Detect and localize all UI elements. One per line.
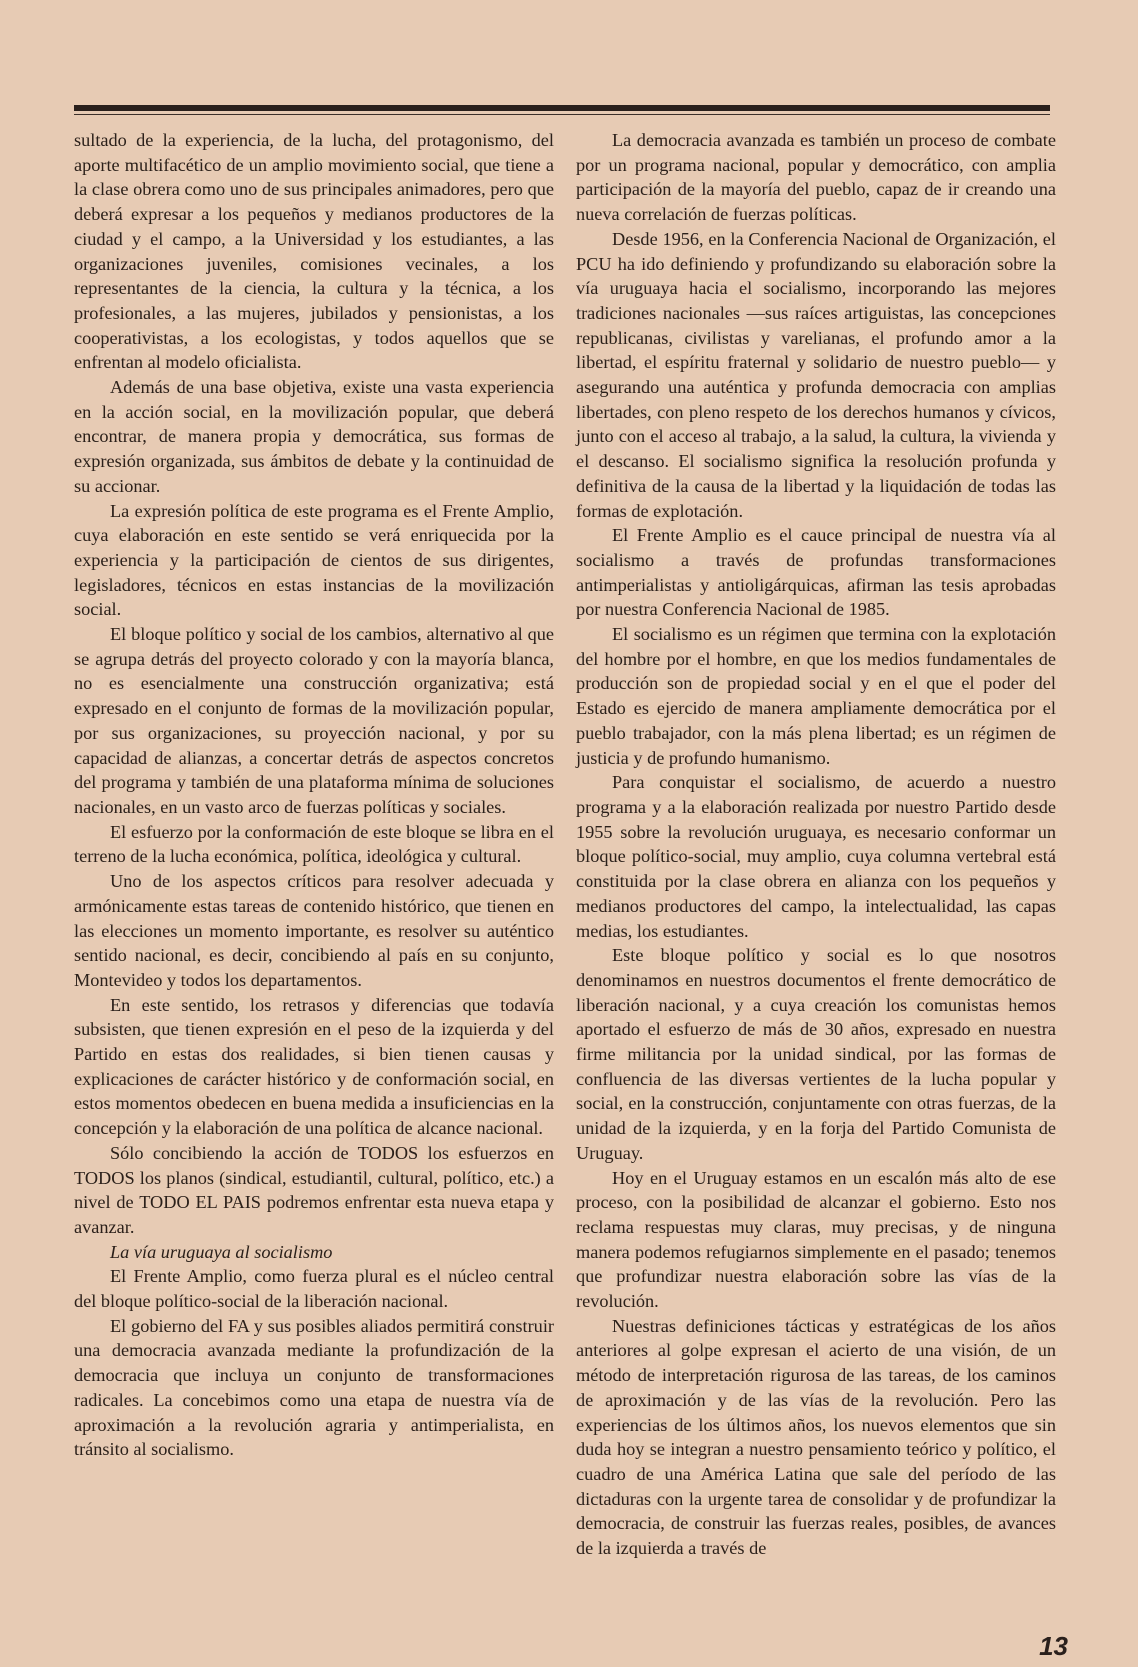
paragraph: Este bloque político y social es lo que nosotros denominamos en nuestros documentos el frente democrático de liberación nacional, y a cuya creación los comunistas hemos aportado el esfuerzo de más de 30 años, expresado en nuestra firme militancia por la unidad sindical, por las formas de confluencia de las diversas vertientes de la lucha popular y social, en la construcción, conjuntamente con otras fuerzas, de la unidad de la izquierda, y en la forja del Partido Comunista de Uruguay. bbox=[576, 945, 1056, 1163]
paragraph: La democracia avanzada es también un proceso de combate por un programa nacional, popular y democrático, con amplia participación de la mayoría del pueblo, capaz de ir creando una nueva correlación de fuerzas políticas. bbox=[576, 130, 1056, 225]
left-column bbox=[74, 128, 554, 1462]
paragraph: Hoy en el Uruguay estamos en un escalón más alto de ese proceso, con la posibilidad de alcanzar el gobierno. Esto nos reclama respuestas muy claras, muy precisas, y de ninguna manera podemos refugiarnos simplemente en el pasado; tenemos que profundizar nuestra elaboración sobre las vías de la revolución. bbox=[576, 1167, 1056, 1312]
top-rule-thick bbox=[74, 105, 1050, 111]
section-heading: La vía uruguaya al socialismo bbox=[110, 1241, 333, 1262]
paragraph: El Frente Amplio, como fuerza plural es el núcleo central del bloque político-social de la liberación nacional. bbox=[74, 1266, 554, 1312]
paragraph: El socialismo es un régimen que termina con la explotación del hombre por el hombre, en que los medios fundamentales de producción son de propiedad social y en el que el poder del Estado es ejercido de manera ampliamente democrática por el pueblo trabajador, con la más plena libertad; es un régimen de justicia y de profundo humanismo. bbox=[576, 624, 1056, 768]
paragraph: Uno de los aspectos críticos para resolver adecuada y armónicamente estas tareas de contenido histórico, que tienen en las elecciones un momento importante, es resolver su auténtico sentido nacional, es decir, concibiendo al país en su conjunto, Montevideo y todos los departamentos. bbox=[74, 871, 554, 990]
page-number: 13 bbox=[1039, 1631, 1068, 1661]
paragraph: El esfuerzo por la conformación de este bloque se libra en el terreno de la lucha económica, política, ideológica y cultural. bbox=[74, 821, 554, 867]
paragraph: Desde 1956, en la Conferencia Nacional de Organización, el PCU ha ido definiendo y profundizando su elaboración sobre la vía uruguaya hacia el socialismo, incorporando las mejores tradiciones nacionales —sus raíces artiguistas, las concepciones republicanas, civilistas y varelianas, el profundo amor a la libertad, el espíritu fraternal y solidario de nuestro pueblo— y asegurando una auténtica y profunda democracia con amplias libertades, con pleno respeto de los derechos humanos y cívicos, junto con el acceso al trabajo, a la salud, la cultura, la vivienda y el descanso. El socialismo significa la resolución profunda y definitiva de la causa de la libertad y la liquidación de todas las formas de explotación. bbox=[576, 228, 1056, 521]
paragraph: En este sentido, los retrasos y diferencias que todavía subsisten, que tienen expresión en el peso de la izquierda y del Partido en estas dos realidades, si bien tienen causas y explicaciones de carácter histórico y de conformación social, en estos momentos obedecen en buena medida a insuficiencias en la concepción y la elaboración de una política de alcance nacional. bbox=[74, 994, 554, 1139]
paragraph: Además de una base objetiva, existe una vasta experiencia en la acción social, en la movilización popular, que deberá encontrar, de manera propia y democrática, sus formas de expresión organizada, sus ámbitos de debate y la continuidad de su accionar. bbox=[74, 377, 554, 496]
paragraph: Sólo concibiendo la acción de TODOS los esfuerzos en TODOS los planos (sindical, estudiantil, cultural, político, etc.) a nivel de TODO EL PAIS podremos enfrentar esta nueva etapa y avanzar. bbox=[74, 1142, 554, 1237]
paragraph: La expresión política de este programa es el Frente Amplio, cuya elaboración en este sentido se verá enriquecida por la experiencia y la participación de cientos de sus dirigentes, legisladores, técnicos en estas instancias de la movilización social. bbox=[74, 500, 554, 620]
top-rule-thin bbox=[74, 114, 1050, 115]
right-column bbox=[576, 128, 1056, 1561]
paragraph: Para conquistar el socialismo, de acuerdo a nuestro programa y a la elaboración realizada por nuestro Partido desde 1955 sobre la revolución uruguaya, es necesario conformar un bloque político-social, muy amplio, cuya columna vertebral está constituida por la clase obrera en alianza con los pequeños y medianos productores del campo, la intelectualidad, las capas medias, los estudiantes. bbox=[576, 772, 1056, 941]
paragraph: sultado de la experiencia, de la lucha, del protagonismo, del aporte multifacético de un amplio movimiento social, que tiene a la clase obrera como uno de sus principales animadores, pero que deberá expresar a los pequeños y medianos productores de la ciudad y el campo, a la Universidad y los estudiantes, a las organizaciones juveniles, comisiones vecinales, a los representantes de la ciencia, la cultura y la técnica, a los profesionales, a las mujeres, jubilados y pensionistas, a los cooperativistas, a los ecologistas, y todos aquellos que se enfrentan al modelo oficialista. bbox=[74, 130, 554, 373]
paragraph: Nuestras definiciones tácticas y estratégicas de los años anteriores al golpe expresan el acierto de una visión, de un método de interpretación rigurosa de las tareas, de los caminos de aproximación y de las vías de la revolución. Pero las experiencias de los últimos años, los nuevos elementos que sin duda hoy se integran a nuestro pensamiento teórico y político, el cuadro de una América Latina que sale del período de las dictaduras con la urgente tarea de consolidar y de profundizar la democracia, de construir las fuerzas reales, posibles, de avances de la izquierda a través de bbox=[576, 1315, 1056, 1559]
paragraph: El gobierno del FA y sus posibles aliados permitirá construir una democracia avanzada mediante la profundización de la democracia que incluya un conjunto de transformaciones radicales. La concebimos como una etapa de nuestra vía de aproximación a la revolución agraria y antimperialista, en tránsito al socialismo. bbox=[74, 1315, 554, 1460]
paragraph: El bloque político y social de los cambios, alternativo al que se agrupa detrás del proyecto colorado y con la mayoría blanca, no es esencialmente una construcción organizativa; está expresado en el conjunto de formas de la movilización popular, por sus organizaciones, su proyección nacional, y por su capacidad de alianzas, a concertar detrás de aspectos concretos del programa y también de una plataforma mínima de soluciones nacionales, en un vasto arco de fuerzas políticas y sociales. bbox=[74, 624, 554, 817]
paragraph: El Frente Amplio es el cauce principal de nuestra vía al socialismo a través de profundas transformaciones antimperialistas y antioligárquicas, afirman las tesis aprobadas por nuestra Conferencia Nacional de 1985. bbox=[576, 525, 1056, 620]
